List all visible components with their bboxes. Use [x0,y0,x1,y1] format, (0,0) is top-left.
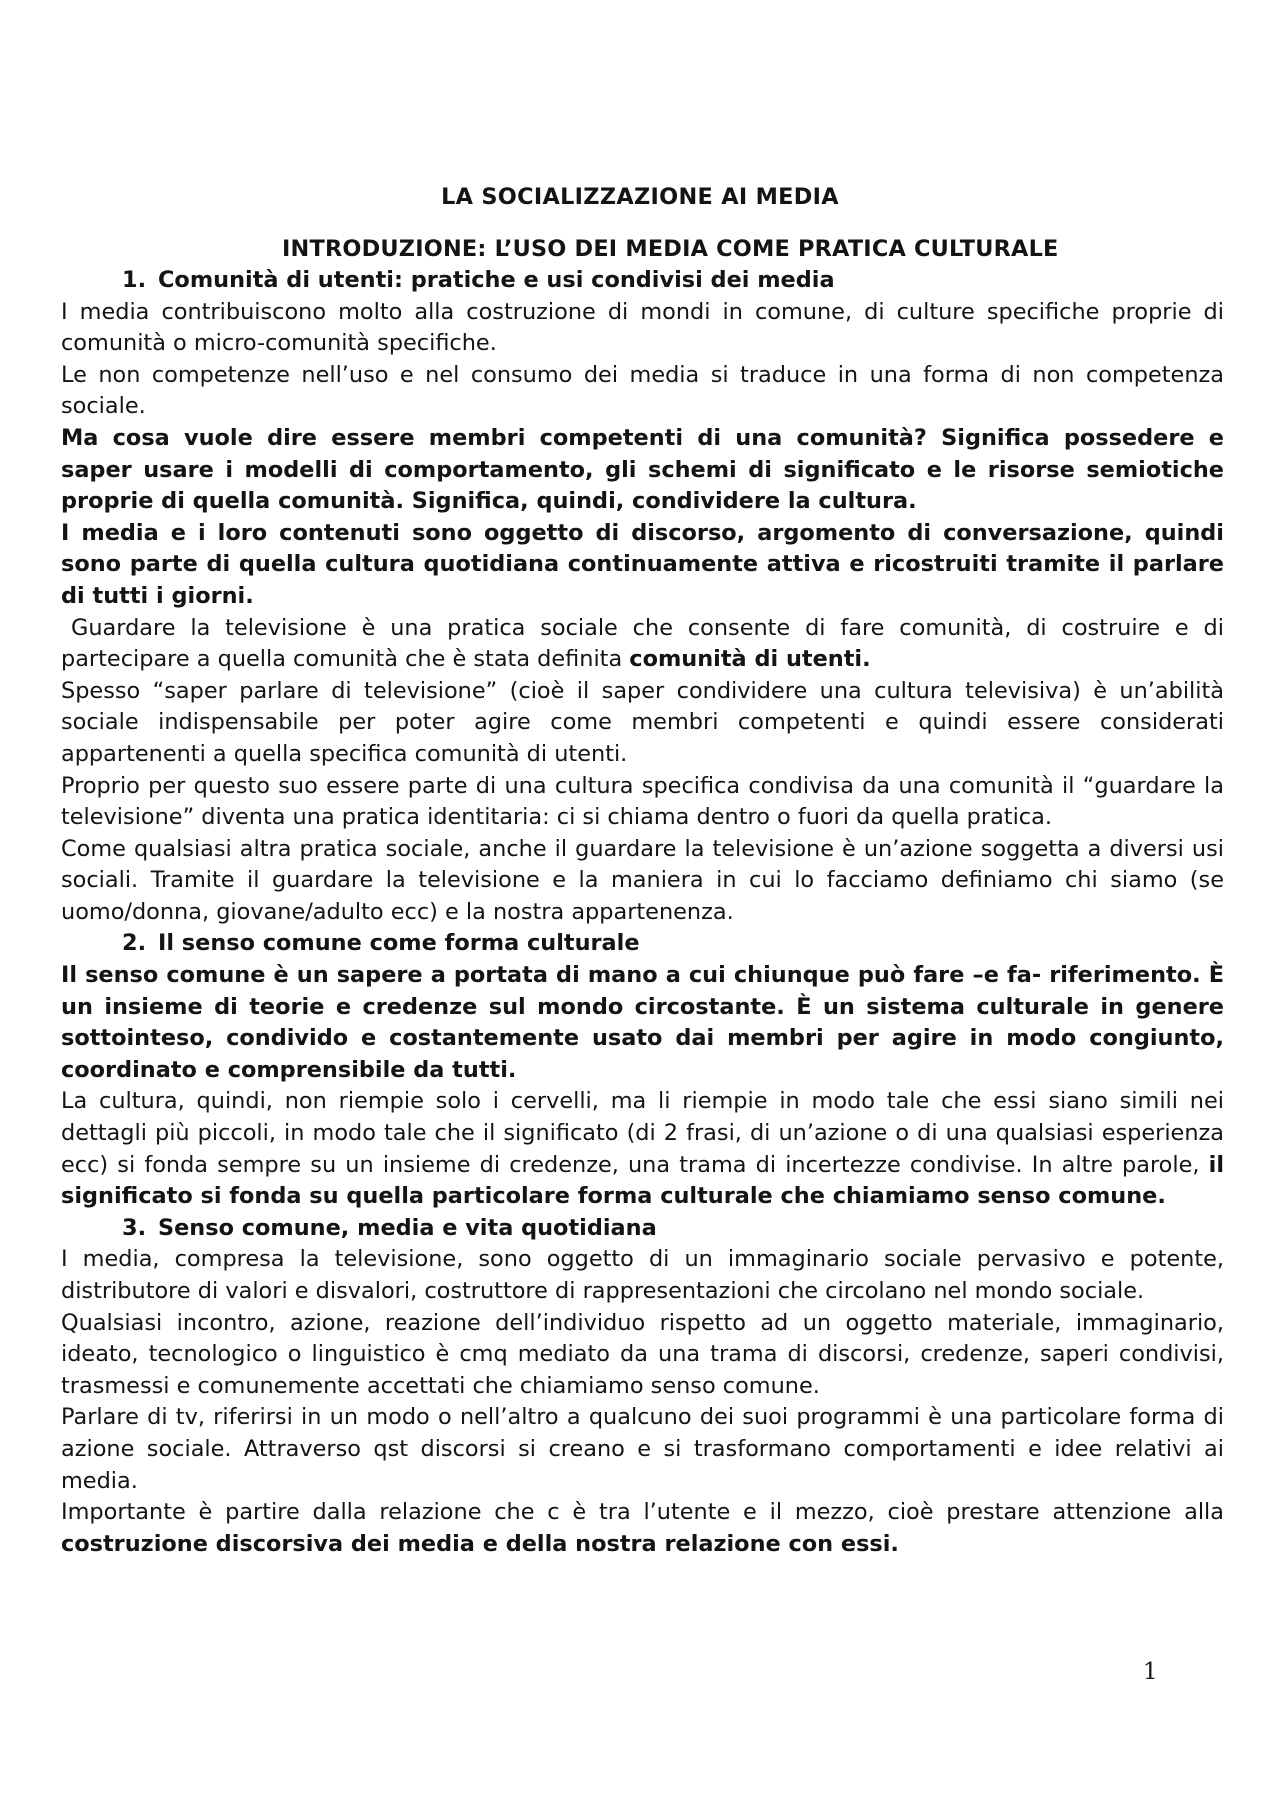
paragraph-text: Importante è partire dalla relazione che c è tra l’utente e il mezzo, cioè prestare attenzione alla [61,1499,1224,1526]
section-number: 2. [122,930,147,957]
paragraph-text: La cultura, quindi, non riempie solo i cervelli, ma li riempie in modo tale che essi siano simili nei dettagli più piccoli, in modo tale che il significato (di 2 frasi, di un’azione o di una qualsiasi esperienza ecc) si fonda sempre su un insieme di credenze, una trama di incertezze condivise. In altre parole, [61,1088,1224,1178]
paragraph: I media contribuiscono molto alla costruzione di mondi in comune, di culture specifiche proprie di comunità o micro-comunità specifiche. [61,298,1224,357]
section-heading-3 [61,1213,1224,1245]
section-heading-text: Senso comune, media e vita quotidiana [158,1214,657,1241]
section-heading-text: Comunità di utenti: pratiche e usi condivisi dei media [158,267,835,293]
bold-paragraph: Ma cosa vuole dire essere membri competenti di una comunità? Significa possedere e saper usare i modelli di comportamento, gli schemi di significato e le risorse semiotiche proprie di quella comunità. Significa, quindi, condividere la cultura. [61,424,1224,515]
paragraph: Parlare di tv, riferirsi in un modo o nell’altro a qualcuno dei suoi programmi è una particolare forma di azione sociale. Attraverso qst discorsi si creano e si trasformano comportamenti e idee relativi ai media. [61,1404,1224,1494]
bold-paragraph: Il senso comune è un sapere a portata di mano a cui chiunque può fare –e fa- riferimento. È un insieme di teorie e credenze sul mondo circostante. È un sistema culturale in genere sottointeso, condivido e costantemente usato dai membri per agire in modo congiunto, coordinato e comprensibile da tutti. [61,962,1224,1083]
section-heading-2 [61,928,1224,960]
paragraph: Come qualsiasi altra pratica sociale, anche il guardare la televisione è un’azione soggetta a diversi usi sociali. Tramite il guardare la televisione e la maniera in cui lo facciamo definiamo chi siamo (se uomo/donna, giovane/adulto ecc) e la nostra appartenenza. [61,835,1224,925]
paragraph [61,613,1224,676]
paragraph: Le non competenze nell’uso e nel consumo dei media si traduce in una forma di non competenza sociale. [61,361,1224,420]
paragraph: I media, compresa la televisione, sono oggetto di un immaginario sociale pervasivo e potente, distributore di valori e disvalori, costruttore di rappresentazioni che circolano nel mondo sociale. [61,1246,1224,1304]
paragraph: Proprio per questo suo essere parte di una cultura specifica condivisa da una comunità il “guardare la televisione” diventa una pratica identitaria: ci si chiama dentro o fuori da quella pratica. [61,772,1224,831]
section-number: 1. [122,267,147,293]
bold-phrase: il significato si fonda su quella particolare forma culturale che chiamiamo senso comune. [61,1151,1224,1210]
bold-paragraph: I media e i loro contenuti sono oggetto di discorso, argomento di conversazione, quindi sono parte di quella cultura quotidiana continuamente attiva e ricostruiti tramite il parlare di tutti i giorni. [61,519,1224,609]
document-title: LA SOCIALIZZAZIONE AI MEDIA [441,184,839,210]
paragraph: Spesso “saper parlare di televisione” (cioè il saper condividere una cultura televisiva) è un’abilità sociale indispensabile per poter agire come membri competenti e quindi essere considerati appartenenti a quella specifica comunità di utenti. [61,677,1224,767]
section-number: 3. [122,1214,147,1241]
document-body [61,265,1224,1560]
paragraph [61,1086,1224,1212]
paragraph: Qualsiasi incontro, azione, reazione dell’individuo rispetto ad un oggetto materiale, immaginario, ideato, tecnologico o linguistico è cmq mediato da una trama di discorsi, credenze, saperi condivisi, trasmessi e comunemente accettati che chiamiamo senso comune. [61,1309,1224,1399]
section-heading-text: Il senso comune come forma culturale [158,930,640,957]
document-subtitle: INTRODUZIONE: L’USO DEI MEDIA COME PRATICA CULTURALE [282,236,1059,262]
section-heading-1 [61,265,1224,297]
paragraph-text: Guardare la televisione è una pratica sociale che consente di fare comunità, di costruire e di partecipare a quella comunità che è stata definita [61,614,1224,673]
paragraph [61,1497,1224,1560]
bold-phrase: comunità di utenti. [629,646,871,673]
bold-phrase: costruzione discorsiva dei media e della nostra relazione con essi. [61,1530,899,1557]
page-number: 1 [1143,1659,1158,1685]
